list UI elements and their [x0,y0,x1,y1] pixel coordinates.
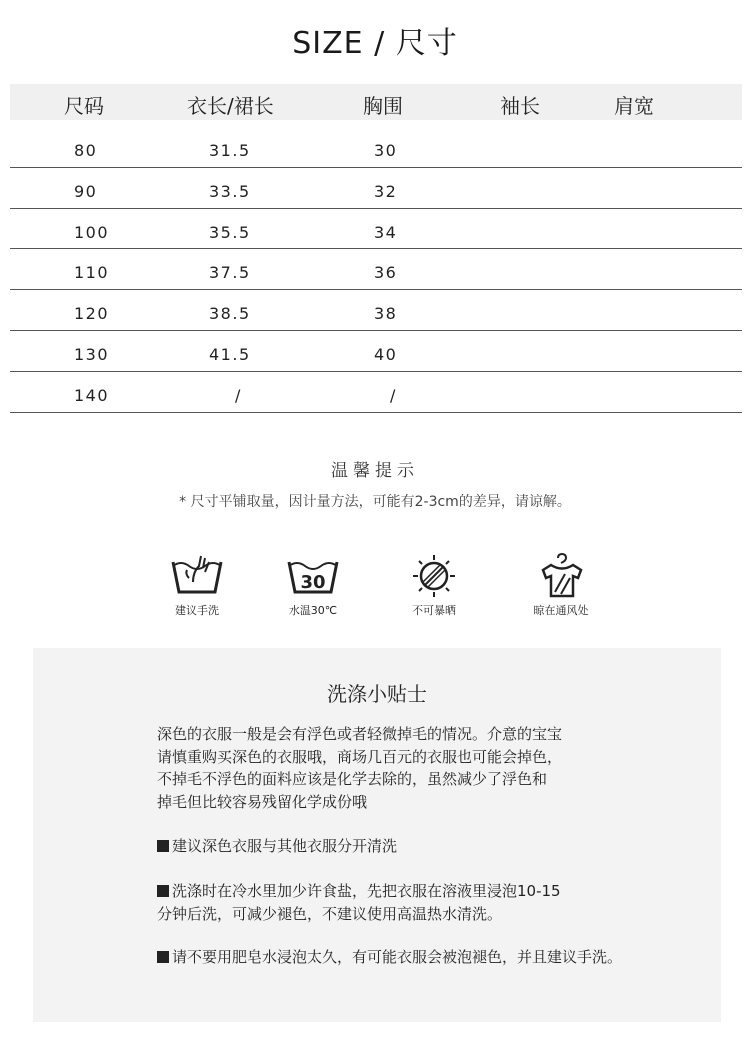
care-label: 建议手洗 [175,604,219,617]
no-sun-icon [406,552,462,598]
cell-size: 100 [74,222,110,242]
bullet-square-icon [157,840,169,852]
care-item-hand-wash [142,552,252,618]
hang-dry-icon [533,552,589,598]
tips-bullet [157,880,697,925]
cell-length: 38.5 [209,304,251,324]
washing-tips-panel [33,648,721,1022]
care-item-hang-dry [506,552,616,618]
table-row [10,331,742,372]
cell-chest: 34 [374,222,398,242]
wash-temp-badge: 30 [300,572,326,593]
cell-chest: 30 [374,141,398,160]
cell-chest: 36 [374,263,398,283]
table-row [10,290,742,331]
bullet-text: 请不要用肥皂水浸泡太久，有可能衣服会被泡褪色，并且建议手洗。 [172,948,623,966]
table-row [10,249,742,290]
notice-title: 温馨提示 [331,461,419,481]
care-item-no-sun [379,552,489,618]
table-row [10,209,742,250]
table-row [10,372,742,413]
cell-chest: 38 [374,304,398,324]
tips-bullet [157,946,717,969]
tips-paragraph [157,723,697,813]
cell-length: 41.5 [209,344,251,364]
cell-length: / [235,385,242,405]
cell-chest: 40 [374,344,398,364]
cell-length: 35.5 [209,222,251,242]
tips-line: 掉毛但比较容易残留化学成份哦 [157,792,368,811]
tips-line: 请慎重购买深色的衣服哦，商场几百元的衣服也可能会掉色， [157,747,563,766]
tips-title: 洗涤小贴士 [327,682,427,706]
care-label: 不可暴晒 [412,604,456,617]
bullet-text: 分钟后洗，可减少褪色，不建议使用高温热水清洗。 [157,904,503,923]
wash-30-icon [285,552,341,598]
table-row [10,127,742,168]
header-chest: 胸围 [363,94,403,118]
bullet-text: 洗涤时在冷水里加少许食盐，先把衣服在溶液里浸泡10-15 [172,882,561,900]
size-table [10,127,742,413]
cell-size: 130 [74,344,110,364]
care-label: 晾在通风处 [533,604,589,617]
tips-line: 深色的衣服一般是会有浮色或者轻微掉毛的情况。介意的宝宝 [157,725,563,743]
cell-size: 80 [74,141,98,160]
cell-chest: / [390,385,397,405]
cell-size: 120 [74,304,110,324]
cell-size: 90 [74,181,98,201]
tips-bullet [157,835,697,858]
bullet-text: 建议深色衣服与其他衣服分开清洗 [172,837,398,855]
cell-length: 33.5 [209,181,251,201]
bullet-square-icon [157,885,169,897]
table-row [10,168,742,209]
cell-length: 31.5 [209,141,251,160]
notice-text: * 尺寸平铺取量，因计量方法，可能有2-3cm的差异，请谅解。 [179,494,571,510]
header-sleeve: 袖长 [500,94,540,118]
header-size: 尺码 [64,94,104,118]
cell-size: 140 [74,385,110,405]
header-shoulder: 肩宽 [614,94,654,118]
care-item-wash-30 [258,552,368,618]
cell-chest: 32 [374,181,398,201]
tips-line: 不掉毛不浮色的面料应该是化学去除的，虽然减少了浮色和 [157,770,548,788]
page-title: SIZE / 尺寸 [292,26,458,61]
header-length: 衣长/裙长 [187,94,274,118]
hand-wash-icon [169,552,225,598]
bullet-square-icon [157,951,169,963]
cell-length: 37.5 [209,263,251,283]
size-table-header [10,84,742,120]
cell-size: 110 [74,263,110,283]
care-label: 水温30℃ [288,604,338,617]
